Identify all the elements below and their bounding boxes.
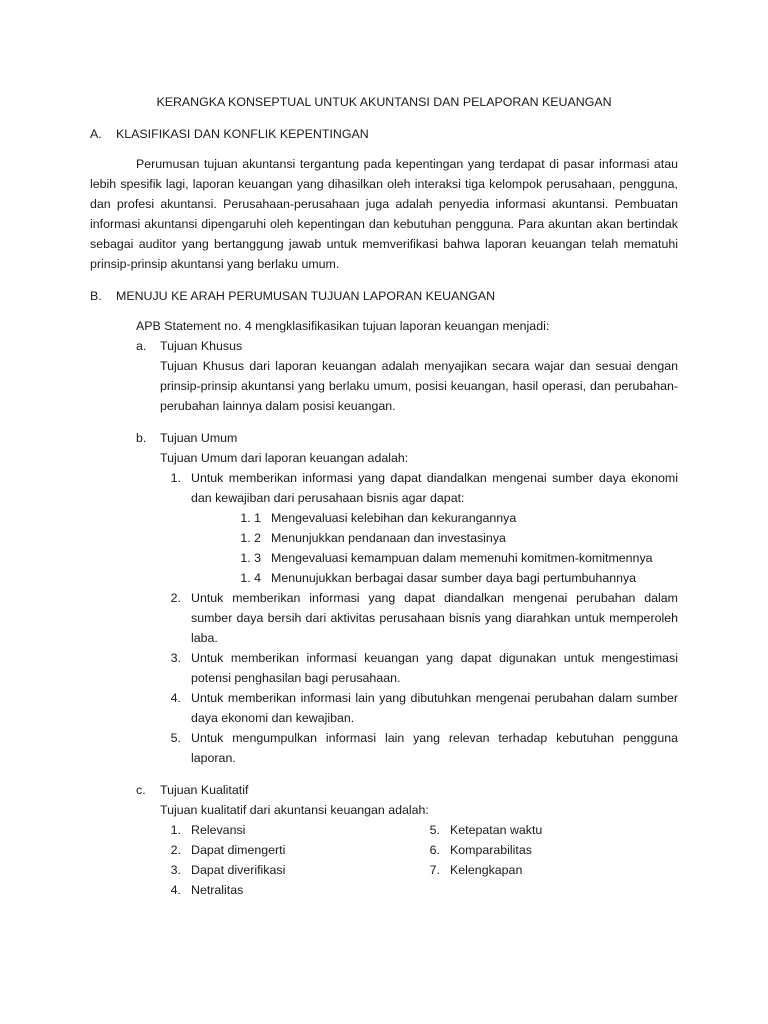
section-b-mark: B. <box>90 289 102 303</box>
list-item: 3. Dapat diverifikasi <box>170 863 286 877</box>
list-item: 7. Kelengkapan <box>429 863 523 877</box>
nested-list-item: 1. 4 Menunujukkan berbagai dasar sumber daya bagi pertumbuhannya <box>240 571 637 585</box>
list-item: 1. Relevansi <box>170 823 246 837</box>
nested-list-item: 1. 2 Menunjukkan pendanaan dan investasinya <box>240 531 506 545</box>
subsection-a-label: Tujuan Khusus <box>160 339 243 353</box>
list-item: 2. Untuk memberikan informasi yang dapat diandalkan mengenai perubahan dalam sumber daya bersih dari aktivitas perusahaan bisnis yang diarahkan untuk memperoleh laba. <box>170 591 678 645</box>
subsection-c-intro: Tujuan kualitatif dari akuntansi keuangan adalah: <box>160 803 429 817</box>
list-item: 4. Untuk memberikan informasi lain yang dibutuhkan mengenai perubahan dalam sumber daya ekonomi dan kewajiban. <box>170 691 678 725</box>
nested-list-item: 1. 1 Mengevaluasi kelebihan dan kekurangannya <box>240 511 517 525</box>
subsection-b-heading <box>136 428 678 448</box>
section-b-title: MENUJU KE ARAH PERUMUSAN TUJUAN LAPORAN KEUANGAN <box>116 289 496 303</box>
section-b-heading <box>90 286 678 306</box>
subsection-a-text: Tujuan Khusus dari laporan keuangan adalah menyajikan secara wajar dan sesuai dengan prinsip-prinsip akuntansi yang berlaku umum, posisi keuangan, hasil operasi, dan perubahan-perubahan lainnya dalam posisi keuangan. <box>160 359 678 413</box>
nested-list-item: 1. 3 Mengevaluasi kemampuan dalam memenuhi komitmen-komitmennya <box>240 551 653 565</box>
subsection-b <box>136 428 678 768</box>
nested-list <box>199 508 678 588</box>
section-a-mark: A. <box>90 127 102 141</box>
section-a-title: KLASIFIKASI DAN KONFLIK KEPENTINGAN <box>116 127 369 141</box>
list-item: 1. Untuk memberikan informasi yang dapat diandalkan mengenai sumber daya ekonomi dan kewajiban dari perusahaan bisnis agar dapat: 1. 1 Mengevaluasi kelebihan dan kekurangannya 1. 2 Menunjukkan pendanaan dan investasinya 1. 3 Mengevaluasi kemampuan dalam memenuhi komitmen-komitmennya 1. 4 Menunujukkan berbagai dasar sumber daya bagi pertumbuhannya <box>160 468 678 588</box>
subsection-b-label: Tujuan Umum <box>160 431 238 445</box>
section-a-paragraph: Perumusan tujuan akuntansi tergantung pada kepentingan yang terdapat di pasar informasi atau lebih spesifik lagi, laporan keuangan yang dihasilkan oleh interaksi tiga kelompok perusahaan, pengguna, dan profesi akuntansi. Perusahaan-perusahaan juga adalah penyedia informasi akuntansi. Pembuatan informasi akuntansi dipengaruhi oleh kepentingan dan kebutuhan pengguna. Para akuntan akan bertindak sebagai auditor yang bertanggung jawab untuk memverifikasi bahwa laporan keuangan telah mematuhi prinsip-prinsip akuntansi yang berlaku umum. <box>90 157 678 271</box>
list-item: 5. Ketepatan waktu <box>429 823 543 837</box>
qualitative-goals-list <box>160 820 678 900</box>
subsection-a-heading <box>136 336 678 356</box>
subsection-c-mark: c. <box>136 783 146 797</box>
subsection-c <box>136 780 678 900</box>
list-item: 4. Netralitas <box>170 883 244 897</box>
subsection-a-mark: a. <box>136 339 147 353</box>
list-item: 2. Dapat dimengerti <box>170 843 286 857</box>
list-item: 3. Untuk memberikan informasi keuangan yang dapat digunakan untuk mengestimasi potensi penghasilan bagi perusahaan. <box>170 651 678 685</box>
section-a-heading <box>90 124 678 144</box>
qualitative-goals-right-column <box>419 820 678 900</box>
list-item: 5. Untuk mengumpulkan informasi lain yang relevan terhadap kebutuhan pengguna laporan. <box>170 731 678 765</box>
subsection-c-heading <box>136 780 678 800</box>
subsection-c-label: Tujuan Kualitatif <box>160 783 249 797</box>
list-item: 6. Komparabilitas <box>429 843 532 857</box>
general-goals-list <box>160 468 678 768</box>
subsection-b-intro: Tujuan Umum dari laporan keuangan adalah: <box>160 451 409 465</box>
subsection-a <box>136 336 678 416</box>
document-title: KERANGKA KONSEPTUAL UNTUK AKUNTANSI DAN PELAPORAN KEUANGAN <box>156 95 612 109</box>
section-b-intro: APB Statement no. 4 mengklasifikasikan tujuan laporan keuangan menjadi: <box>136 319 550 333</box>
subsection-b-mark: b. <box>136 431 147 445</box>
qualitative-goals-left-column <box>160 820 419 900</box>
